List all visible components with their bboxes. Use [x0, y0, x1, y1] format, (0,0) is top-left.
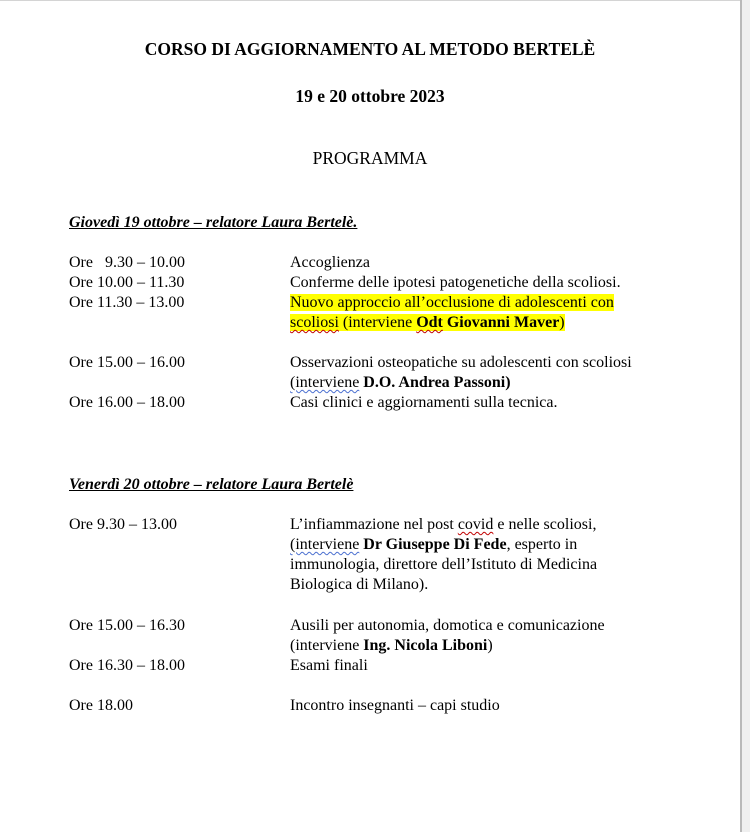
row-time: Ore 18.00 [69, 697, 133, 714]
row-description [290, 273, 730, 293]
row-time: Ore 9.30 – 13.00 [69, 516, 177, 533]
desc-line: Incontro insegnanti – capi studio [290, 697, 500, 714]
speaker-name: D.O. Andrea Passoni) [359, 374, 511, 391]
row-description [290, 696, 730, 716]
day1-heading: Giovedì 19 ottobre – relatore Laura Bertelè. [69, 214, 358, 231]
desc-line: Esami finali [290, 657, 368, 674]
scrollbar-track[interactable] [742, 0, 750, 832]
desc-text: e nelle scoliosi, [493, 516, 597, 533]
spellcheck-word: covid [457, 516, 494, 533]
desc-text: ) [559, 314, 565, 331]
desc-line: Casi clinici e aggiornamenti sulla tecnica. [290, 394, 558, 411]
grammar-check-word: (interviene [290, 374, 360, 391]
row-time: Ore 16.30 – 18.00 [69, 657, 185, 674]
row-description [290, 616, 730, 656]
speaker-name: Giovanni Maver [442, 314, 560, 331]
speaker-name: Dr Giuseppe Di Fede [359, 536, 507, 553]
desc-line: Biologica di Milano). [290, 576, 429, 593]
row-description [290, 293, 730, 333]
row-time: Ore 11.30 – 13.00 [69, 294, 185, 311]
document-title: CORSO DI AGGIORNAMENTO AL METODO BERTELÈ [144, 39, 596, 59]
row-description [290, 253, 730, 273]
highlighted-text: Nuovo approccio all’occlusione di adolescenti con [290, 294, 614, 311]
desc-text: (interviene [338, 314, 417, 331]
row-time: Ore 10.00 – 11.30 [69, 274, 185, 291]
section-heading: PROGRAMMA [312, 148, 428, 168]
row-time: Ore 15.00 – 16.00 [69, 354, 185, 371]
row-time: Ore 9.30 – 10.00 [69, 254, 185, 271]
row-time: Ore 15.00 – 16.30 [69, 617, 185, 634]
row-description [290, 656, 730, 676]
speaker-name: Ing. Nicola Liboni [363, 637, 488, 654]
desc-text: , esperto in [506, 536, 578, 553]
grammar-check-word: (interviene [290, 536, 360, 553]
page-edge-divider [740, 0, 742, 832]
desc-line: Ausili per autonomia, domotica e comunicazione [290, 617, 605, 634]
spellcheck-word: scoliosi [290, 314, 339, 331]
desc-text: (interviene [290, 637, 364, 654]
row-description [290, 393, 730, 413]
desc-line: Conferme delle ipotesi patogenetiche della scoliosi. [290, 274, 621, 291]
day2-heading: Venerdì 20 ottobre – relatore Laura Bertelè [69, 476, 354, 493]
desc-text: L’infiammazione nel post [290, 516, 458, 533]
desc-line: immunologia, direttore dell’Istituto di Medicina [290, 556, 598, 573]
row-time: Ore 16.00 – 18.00 [69, 394, 185, 411]
document-dates: 19 e 20 ottobre 2023 [295, 86, 445, 106]
speaker-title: Odt [416, 314, 443, 331]
desc-line: Accoglienza [290, 254, 370, 271]
desc-line: Osservazioni osteopatiche su adolescenti con scoliosi [290, 354, 632, 371]
highlighted-text [290, 314, 565, 331]
row-description [290, 353, 730, 393]
desc-text: ) [487, 637, 493, 654]
row-description [290, 515, 730, 595]
